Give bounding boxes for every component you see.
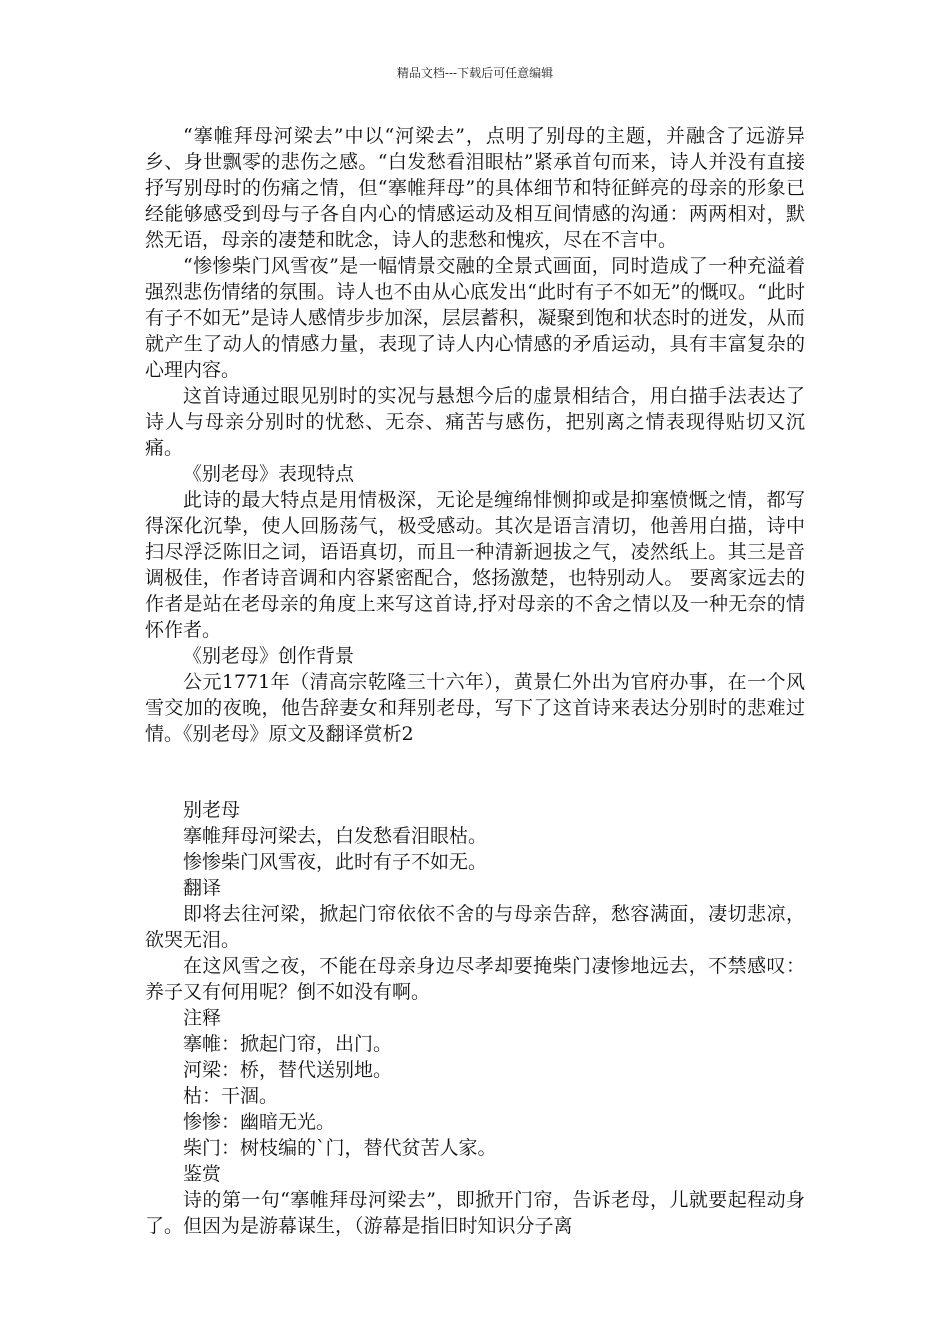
annotation-item: 惨惨：幽暗无光。 <box>183 1111 336 1133</box>
section-heading: 《别老母》表现特点 <box>183 463 355 485</box>
paragraph: “惨惨柴门风雪夜”是一幅情景交融的全景式画面，同时造成了一种充溢着强烈悲伤情绪的氛围。诗人也不由从心底发出“此时有子不如无”的慨叹。“此时有子不如无”是诗人感情步步加深，层层蓄积，凝聚到饱和状态时的迸发，从而就产生了动人的情感力量，表现了诗人内心情感的矛盾运动，具有丰富复杂的心理内容。 <box>145 255 805 381</box>
paragraph: 在这风雪之夜，不能在母亲身边尽孝却要掩柴门凄惨地远去，不禁感叹：养子又有何用呢？倒不如没有啊。 <box>145 955 805 1003</box>
section-heading: 翻译 <box>183 877 222 899</box>
body-text-block-2 <box>145 797 805 1239</box>
section-heading: 《别老母》创作背景 <box>183 645 355 667</box>
page-header: 精品文档---下载后可任意编辑 <box>396 66 554 80</box>
poem-title: 别老母 <box>183 799 241 821</box>
paragraph: 此诗的最大特点是用情极深，无论是缠绵悱恻抑或是抑塞愤慨之情，都写得深化沉挚，使人回肠荡气，极受感动。其次是语言清切，他善用白描，诗中扫尽浮泛陈旧之词，语语真切，而且一种清新迥拔之气，凌然纸上。其三是音调极佳，作者诗音调和内容紧密配合，悠扬激楚，也特别动人。 要离家远去的作者是站在老母亲的角度上来写这首诗,抒对母亲的不舍之情以及一种无奈的情怀作者。 <box>145 489 805 641</box>
annotation-item: 搴帷：掀起门帘，出门。 <box>183 1033 393 1055</box>
paragraph: 诗的第一句“搴帷拜母河梁去”，即掀开门帘，告诉老母，儿就要起程动身了。但因为是游幕谋生，（游幕是指旧时知识分子离 <box>145 1189 805 1237</box>
paragraph: 即将去往河梁，掀起门帘依依不舍的与母亲告辞，愁容满面，凄切悲凉，欲哭无泪。 <box>145 903 805 951</box>
annotation-item: 柴门：树枝编的`门，替代贫苦人家。 <box>183 1137 497 1159</box>
paragraph: 公元1771年（清高宗乾隆三十六年），黄景仁外出为官府办事，在一个风雪交加的夜晚，他告辞妻女和拜别老母，写下了这首诗来表达分别时的悲难过情。《别老母》原文及翻译赏析2 <box>145 671 805 745</box>
section-heading: 鉴赏 <box>183 1163 222 1185</box>
body-text-block-1 <box>145 123 805 747</box>
poem-line: 搴帷拜母河梁去，白发愁看泪眼枯。 <box>183 825 488 847</box>
annotation-item: 河梁：桥，替代送别地。 <box>183 1059 393 1081</box>
paragraph: 这首诗通过眼见别时的实况与悬想今后的虚景相结合，用白描手法表达了诗人与母亲分别时的忧愁、无奈、痛苦与感伤，把别离之情表现得贴切又沉痛。 <box>145 385 805 459</box>
poem-line: 惨惨柴门风雪夜，此时有子不如无。 <box>183 851 488 873</box>
annotation-item: 枯：干涸。 <box>183 1085 279 1107</box>
paragraph: “搴帷拜母河梁去”中以“河梁去”，点明了别母的主题，并融含了远游异乡、身世飘零的悲伤之感。“白发愁看泪眼枯”紧承首句而来，诗人并没有直接抒写别母时的伤痛之情，但“搴帷拜母”的具体细节和特征鲜亮的母亲的形象已经能够感受到母与子各自内心的情感运动及相互间情感的沟通：两两相对，默然无语，母亲的凄楚和眈念，诗人的悲愁和愧疚，尽在不言中。 <box>145 125 805 251</box>
section-heading: 注释 <box>183 1007 222 1029</box>
